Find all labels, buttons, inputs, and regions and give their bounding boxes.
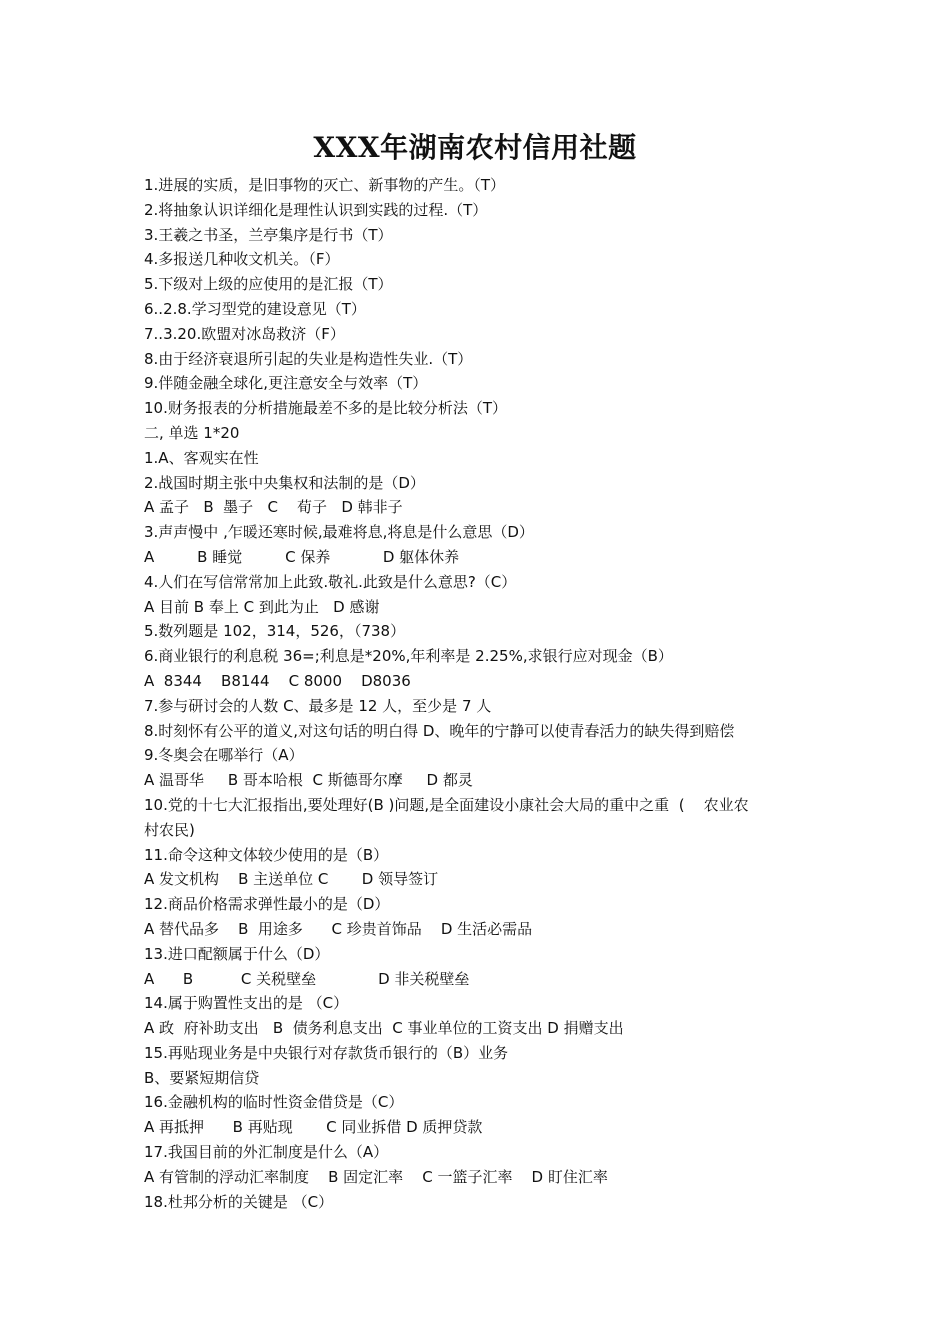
text-line: A 替代品多 B 用途多 C 珍贵首饰品 D 生活必需品 (144, 919, 533, 938)
text-line: 3.声声慢中 ,乍暖还寒时候,最难将息,将息是什么意思（D） (144, 523, 534, 542)
text-line: A 有管制的浮动汇率制度 B 固定汇率 C 一篮子汇率 D 盯住汇率 (144, 1167, 608, 1186)
text-line: 二, 单选 1*20 (144, 423, 240, 442)
text-line: 11.命令这种文体较少使用的是（B） (144, 845, 389, 864)
text-line: A 政 府补助支出 B 债务利息支出 C 事业单位的工资支出 D 捐赠支出 (144, 1019, 624, 1038)
text-line: 7.参与研讨会的人数 C、最多是 12 人，至少是 7 人 (144, 696, 492, 715)
text-line: A B C 关税壁垒 D 非关税壁垒 (144, 969, 470, 988)
text-line: 6.商业银行的利息税 36=;利息是*20%,年利率是 2.25%,求银行应对现金（B） (144, 647, 673, 666)
text-line: 12.商品价格需求弹性最小的是（D） (144, 895, 390, 914)
text-line: 2.将抽象认识详细化是理性认识到实践的过程.（T） (144, 200, 488, 219)
text-line: 村农民) (144, 820, 195, 839)
text-line: 7..3.20.欧盟对冰岛救济（F） (144, 324, 345, 343)
text-line: 9.冬奥会在哪举行（A） (144, 746, 304, 765)
text-line: 15.再贴现业务是中央银行对存款货币银行的（B）业务 (144, 1043, 509, 1062)
text-line: 2.战国时期主张中央集权和法制的是（D） (144, 473, 425, 492)
text-line: 4.多报送几种收文机关。（F） (144, 250, 340, 269)
text-line: 1.进展的实质，是旧事物的灭亡、新事物的产生。（T） (144, 176, 505, 194)
text-line: 8.由于经济衰退所引起的失业是构造性失业.（T） (144, 349, 473, 368)
document-title: XXX年湖南农村信用社题 (313, 131, 637, 164)
text-line: 10.财务报表的分析措施最差不多的是比较分析法（T） (144, 399, 508, 418)
text-line: A 温哥华 B 哥本哈根 C 斯德哥尔摩 D 都灵 (144, 771, 473, 790)
text-line: 18.杜邦分析的关键是 （C） (144, 1192, 334, 1211)
text-line: 8.时刻怀有公平的道义,对这句话的明白得 D、晚年的宁静可以使青春活力的缺失得到赔偿 (144, 721, 735, 740)
text-line: 4.人们在写信常常加上此致.敬礼.此致是什么意思?（C） (144, 572, 517, 591)
text-line: 5.下级对上级的应使用的是汇报（T） (144, 275, 393, 294)
text-line: A B 睡觉 C 保养 D 躯体休养 (144, 547, 460, 566)
text-line: 3.王羲之书圣，兰亭集序是行书（T） (144, 225, 393, 244)
text-line: A 再抵押 B 再贴现 C 同业拆借 D 质押贷款 (144, 1118, 483, 1137)
text-line: 9.伴随金融全球化,更注意安全与效率（T） (144, 374, 428, 393)
text-line: 5.数列题是 102，314，526，（738） (144, 622, 406, 641)
text-line: A 目前 B 奉上 C 到此为止 D 感谢 (144, 597, 380, 616)
document-body (144, 173, 809, 1214)
text-line: 6..2.8.学习型党的建设意见（T） (144, 299, 366, 318)
text-line: 16.金融机构的临时性资金借贷是（C） (144, 1093, 404, 1112)
text-line: 14.属于购置性支出的是 （C） (144, 994, 349, 1013)
text-line: A 8344 B8144 C 8000 D8036 (144, 671, 411, 690)
text-line: A 发文机构 B 主送单位 C D 领导签订 (144, 870, 439, 889)
text-line: B、要紧短期信贷 (144, 1068, 260, 1087)
text-line: A 孟子 B 墨子 C 荀子 D 韩非子 (144, 498, 403, 517)
text-line: 17.我国目前的外汇制度是什么（A） (144, 1143, 389, 1162)
text-line: 1.A、客观实在性 (144, 448, 259, 467)
text-line: 10.党的十七大汇报指出,要处理好(B )问题,是全面建设小康社会大局的重中之重 ( 农业农 (144, 795, 749, 814)
text-line: 13.进口配额属于什么（D） (144, 944, 330, 963)
